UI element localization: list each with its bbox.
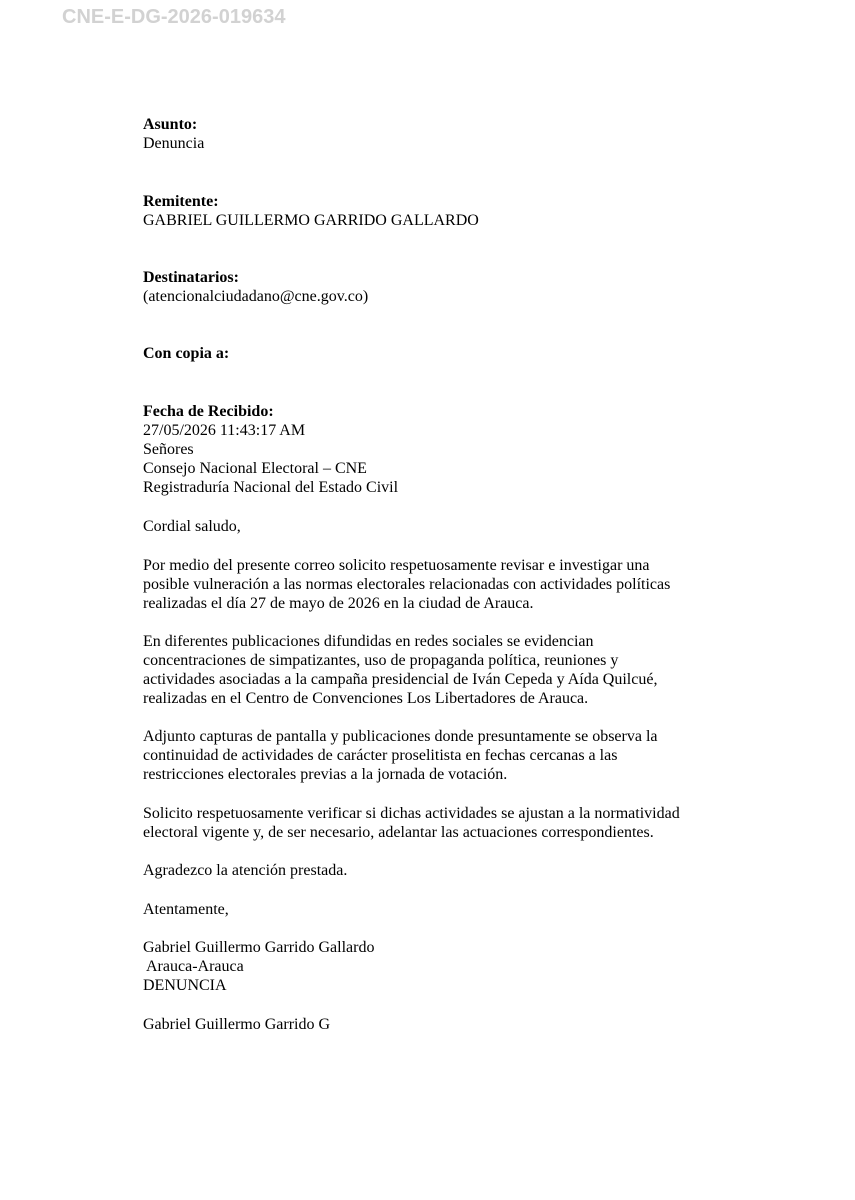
destinatarios-label: Destinatarios: xyxy=(143,269,239,286)
fecha-label: Fecha de Recibido: xyxy=(143,403,274,420)
remitente-value: GABRIEL GUILLERMO GARRIDO GALLARDO xyxy=(143,212,479,229)
fecha-section xyxy=(143,402,398,497)
short-signature-text: Gabriel Guillermo Garrido G xyxy=(143,1016,331,1033)
body-paragraph xyxy=(143,727,763,784)
signature-block xyxy=(143,938,374,995)
greeting-text: Cordial saludo, xyxy=(143,518,241,535)
body-paragraph xyxy=(143,556,763,613)
signature-note: DENUNCIA xyxy=(143,977,227,994)
paragraph-line: posible vulneración a las normas electorales relacionadas con actividades políticas xyxy=(143,576,671,593)
address-line: Registraduría Nacional del Estado Civil xyxy=(143,479,399,496)
body-paragraph xyxy=(143,804,763,842)
thanks-text: Agradezco la atención prestada. xyxy=(143,862,348,879)
paragraph-line: Por medio del presente correo solicito respetuosamente revisar e investigar una xyxy=(143,557,650,574)
paragraph-line: realizadas en el Centro de Convenciones Los Libertadores de Arauca. xyxy=(143,690,589,707)
fecha-value: 27/05/2026 11:43:17 AM xyxy=(143,422,306,439)
closing-line xyxy=(143,900,229,919)
body-paragraph xyxy=(143,632,763,708)
paragraph-line: En diferentes publicaciones difundidas en redes sociales se evidencian xyxy=(143,633,594,650)
closing-text: Atentamente, xyxy=(143,901,229,918)
paragraph-line: Solicito respetuosamente verificar si dichas actividades se ajustan a la normatividad xyxy=(143,805,680,822)
paragraph-line: concentraciones de simpatizantes, uso de propaganda política, reuniones y xyxy=(143,652,619,669)
remitente-label: Remitente: xyxy=(143,193,219,210)
address-line: Consejo Nacional Electoral – CNE xyxy=(143,460,367,477)
asunto-label: Asunto: xyxy=(143,116,198,133)
signature-name: Gabriel Guillermo Garrido Gallardo xyxy=(143,939,375,956)
paragraph-line: Adjunto capturas de pantalla y publicaciones donde presuntamente se observa la xyxy=(143,728,658,745)
asunto-value: Denuncia xyxy=(143,135,205,152)
greeting xyxy=(143,517,241,536)
con-copia-section xyxy=(143,344,229,363)
thanks-line xyxy=(143,861,347,880)
paragraph-line: restricciones electorales previas a la jornada de votación. xyxy=(143,766,508,783)
con-copia-label: Con copia a: xyxy=(143,345,230,362)
paragraph-line: electoral vigente y, de ser necesario, adelantar las actuaciones correspondientes. xyxy=(143,824,654,841)
short-signature xyxy=(143,1015,330,1034)
paragraph-line: realizadas el día 27 de mayo de 2026 en la ciudad de Arauca. xyxy=(143,595,534,612)
signature-location: Arauca-Arauca xyxy=(146,958,244,975)
paragraph-line: actividades asociadas a la campaña presidencial de Iván Cepeda y Aída Quilcué, xyxy=(143,671,658,688)
address-line: Señores xyxy=(143,441,194,458)
filing-number-stamp: CNE-E-DG-2026-019634 xyxy=(62,6,286,28)
destinatarios-value: (atencionalciudadano@cne.gov.co) xyxy=(143,288,369,305)
destinatarios-section xyxy=(143,268,368,306)
remitente-section xyxy=(143,192,479,230)
asunto-section xyxy=(143,115,204,153)
paragraph-line: continuidad de actividades de carácter proselitista en fechas cercanas a las xyxy=(143,747,618,764)
